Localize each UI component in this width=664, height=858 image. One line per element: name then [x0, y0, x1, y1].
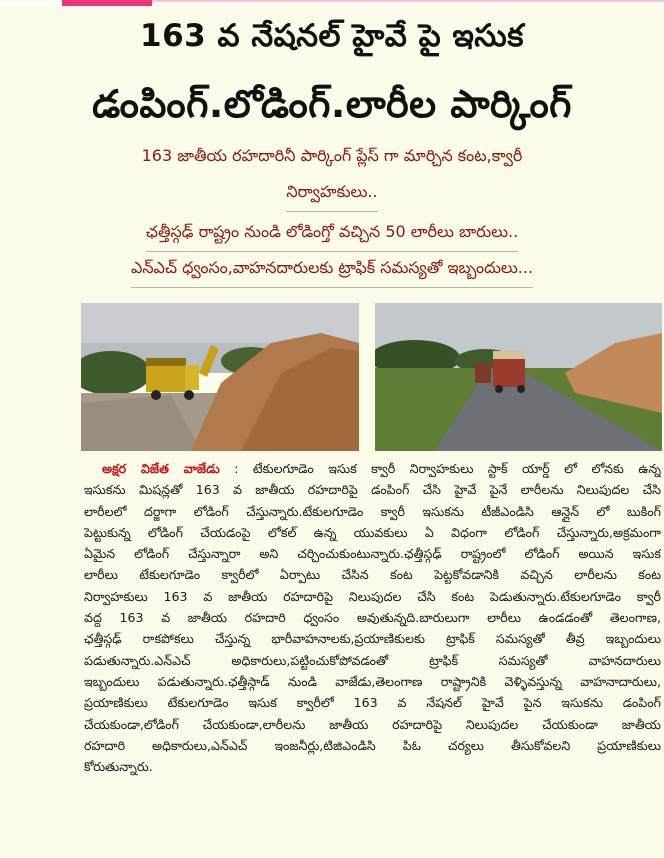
byline: అక్షర విజేత వాజేడు	[102, 461, 220, 476]
top-accent-bar	[0, 0, 664, 6]
article-body-line: చేయకుండా,లోడింగ్ చేయకుండా,లారీలను జాతీయ రహదారిపై నిలుపుదల చేయకుండా జాతీయ	[84, 716, 661, 732]
lorries-on-highway-photo	[375, 303, 662, 451]
pink-accent-line	[152, 0, 664, 2]
article-body-line: నిర్వాహకులు 163 వ జాతీయ రహదారిపై నిలుపుదల చేసి కంట పెడుతున్నారు.టేకులగూడెం క్వారీ	[84, 588, 661, 604]
article-body-line: లారీలలో దర్జాగా లోడింగ్ చేస్తున్నారు.టేకులగూడెం క్వారీ ఇసుకను టీజీఎండిసి ఆన్లైన్ లో బుకింగ్	[84, 503, 661, 519]
sand-dumping-photo-graphic	[81, 303, 359, 451]
lorries-on-highway-photo-graphic	[375, 303, 662, 451]
article-body-line: కోరుతున్నారు.	[84, 759, 153, 775]
article-body-line: ఇబ్బందులు పడుతున్నారు.ఛత్తీస్గాడ్ నుండి వాజేడు,తెలంగాణ రాష్ట్రానికి వెళ్ళివస్తున్న వాహనాదారులు,	[84, 673, 661, 689]
subhead-4-text: ఎన్ఎచ్ ధ్వంసం,వాహనదారులకు ట్రాఫిక్ సమస్యతో ఇబ్బందులు...	[131, 258, 533, 288]
subhead-1-text: 163 జాతీయ రహదారినీ పార్కింగ్ ప్లేస్ గా మార్చిన కంట,క్వారీ	[141, 146, 523, 165]
article-body-line	[84, 458, 661, 479]
article-body-line: పడుతున్నారు.ఎన్ఎచ్ అధికారులు,పట్టించుకోపోవడంతో ట్రాఫిక్ సమస్యతో వాహనదారులు	[84, 652, 661, 668]
subhead-2-text: నిర్వాహకులు..	[286, 182, 377, 212]
article-body-line: వద్ద 163 వ జాతీయ రహదారి ధ్వంసం అవుతున్నది.బారులుగా లారీలు ఉండడంతో తెలంగాణ,	[84, 610, 661, 626]
pink-accent-block	[62, 0, 152, 6]
subhead-3	[0, 222, 664, 252]
headline-line-1: 163 వ నేషనల్ హైవే పై ఇసుక	[140, 18, 524, 54]
sand-dumping-photo	[81, 303, 359, 451]
article-body-line: ప్రయాణికులు టేకులగూడెం ఇసుక క్వారీలో 163 వ నేషనల్ హైవే పైన ఇసుకను డంపింగ్	[84, 695, 661, 711]
article-body-line: ఏమైన లోడింగ్ చేస్తున్నారా అని చర్చించుకుంటున్నారు.ఛత్తీస్గఢ్ రాష్ట్రంలో లోడింగ్ అయిన ఇసుక	[84, 546, 661, 562]
headline-line-2: డంపింగ్.లోడింగ్.లారీల పార్కింగ్	[92, 82, 572, 126]
subhead-4	[0, 258, 664, 288]
subhead-3-text: ఛత్తీస్గఢ్ రాష్ట్రం నుండి లోడింగ్తో వచ్చిన 50 లారీలు బారులు..	[146, 222, 518, 252]
subhead-2	[0, 182, 664, 212]
article-body	[84, 458, 661, 777]
article-body-line: రహదారి అధికారులు,ఎన్ఎచ్ ఇంజనీర్లు,టిజిఎండిసి పిఓ చర్యలు తీసుకోవలని ప్రయాణికులు	[84, 737, 661, 753]
article-body-line: ఛత్తీస్గఢ్ రాకపోకలు చేస్తున్న భారీవాహనాలకు,ప్రయాణికులకు ట్రాఫిక్ సమస్యతో తీవ్ర ఇబ్బందులు	[84, 631, 661, 647]
article-body-line: లారీలు టేకులగూడెం క్వారీలో ఏర్పాటు చేసిన కంట పెట్టకోవడానికి వచ్చిన లారీలను కంట	[84, 567, 661, 583]
article-body-first: : టేకులగూడెం ఇసుక క్వారీ నిర్వాహకులు స్టాక్ యార్డ్ లో లోనకు ఉన్న	[219, 461, 661, 476]
article-body-line: పెట్టుకున్న లోడింగ్ చేయడంపై లోకల్ ఉన్న యువకులు ఏ విధంగా లోడింగ్ చేస్తున్నారు,అక్రమంగా	[84, 524, 661, 540]
article-body-line: ఇసుకను మిషన్లతో 163 వ జాతీయ రహదారిపై డంపింగ్ చేసి హైవే పైనే లారీలను నిలుపుదల చేసి	[84, 482, 661, 498]
subhead-1	[0, 146, 664, 175]
